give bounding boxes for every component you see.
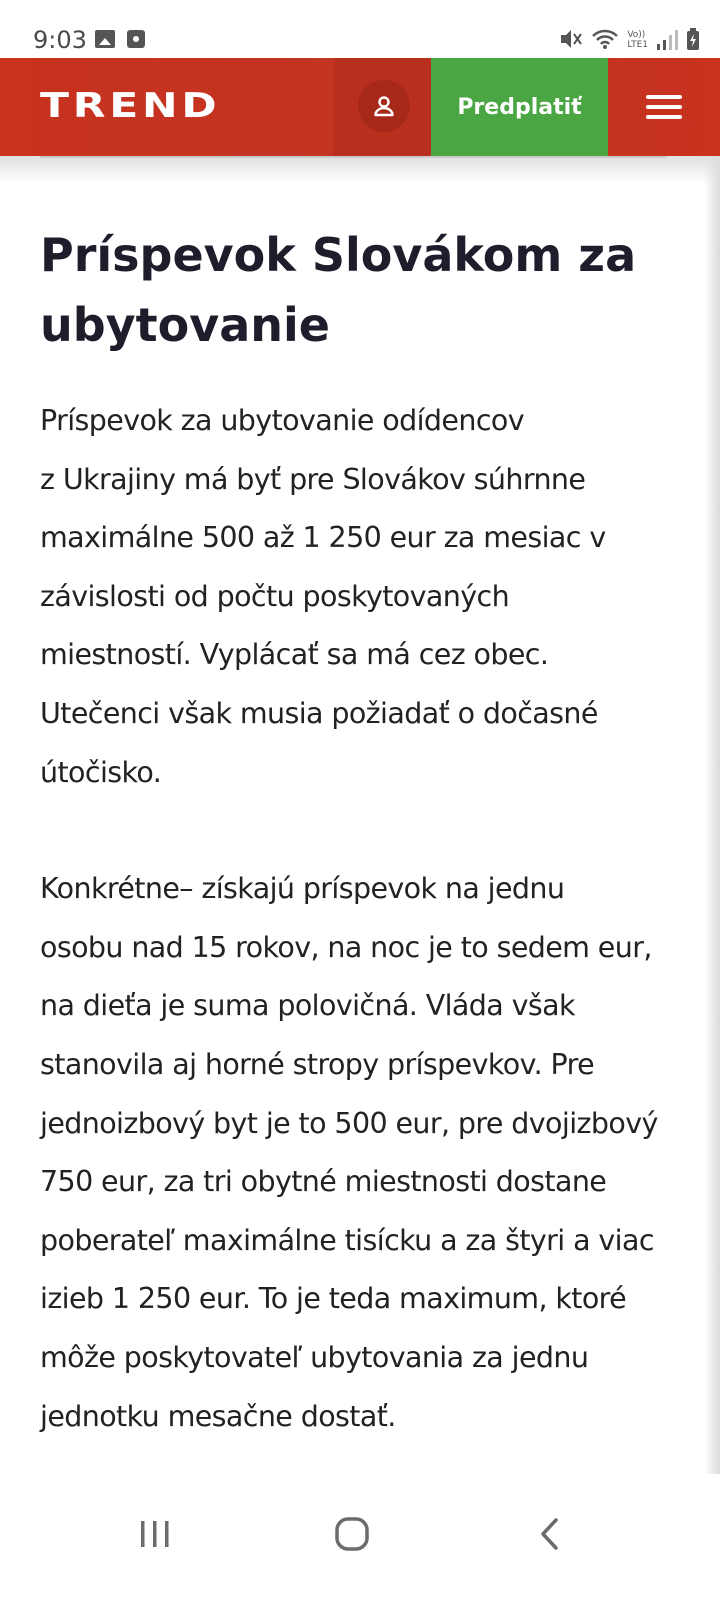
home-icon <box>334 1516 370 1552</box>
paragraph-line: stanovila aj horné stropy príspevkov. Pre <box>40 1047 595 1081</box>
scroll-edge-shadow <box>704 156 720 1476</box>
paragraph-line: Konkrétne– získajú príspevok na jednu <box>40 872 565 906</box>
account-button[interactable] <box>358 80 410 132</box>
account-zone <box>334 58 431 156</box>
status-bar <box>0 0 720 58</box>
notification-icon <box>127 30 145 48</box>
user-icon <box>372 94 396 118</box>
paragraph-line: poberateľ maximálne tisícku a za štyri a viac <box>40 1223 654 1257</box>
paragraph-line: závislosti od počtu poskytovaných <box>40 579 510 613</box>
article-title <box>40 220 680 360</box>
back-icon <box>538 1517 562 1551</box>
volte-label: Vo)) <box>627 30 646 40</box>
menu-button[interactable] <box>608 58 720 156</box>
paragraph-line: útočisko. <box>40 755 162 789</box>
recent-apps-icon <box>138 1519 172 1549</box>
paragraph-line: miestností. Vyplácať sa má cez obec. <box>40 638 549 672</box>
title-line: ubytovanie <box>40 298 330 352</box>
status-time: 9:03 <box>33 26 87 54</box>
article-content <box>40 220 680 1446</box>
lte-label: LTE1 <box>627 40 648 50</box>
hamburger-menu-icon <box>646 89 682 125</box>
home-button[interactable] <box>312 1504 392 1564</box>
paragraph-line: môže poskytovateľ ubytovania za jednu <box>40 1340 589 1374</box>
signal-icon <box>656 30 678 50</box>
status-right-icons <box>559 28 700 50</box>
wifi-icon <box>591 28 619 50</box>
battery-icon <box>686 28 700 50</box>
subscribe-button[interactable]: Predplatiť <box>431 58 608 156</box>
status-left-icons <box>95 30 145 48</box>
volte-icon <box>627 30 648 50</box>
paragraph-line: 750 eur, za tri obytné miestnosti dostane <box>40 1165 607 1199</box>
back-button[interactable] <box>510 1504 590 1564</box>
paragraph-line: Utečenci však musia požiadať o dočasné <box>40 696 598 730</box>
divider <box>40 156 667 158</box>
trend-logo[interactable]: TREND <box>40 86 221 126</box>
system-nav-bar <box>0 1474 720 1600</box>
paragraph-line: jednotku mesačne dostať. <box>40 1399 396 1433</box>
paragraph-line: na dieťa je suma polovičná. Vláda však <box>40 989 575 1023</box>
paragraph-line: z Ukrajiny má byť pre Slovákov súhrnne <box>40 462 586 496</box>
paragraph-line: Príspevok za ubytovanie odídencov <box>40 404 524 437</box>
paragraph-line: izieb 1 250 eur. To je teda maximum, ktoré <box>40 1282 627 1316</box>
title-line: Príspevok Slovákom za <box>40 228 637 282</box>
image-icon <box>95 30 115 48</box>
paragraph-line: jednoizbový byt je to 500 eur, pre dvojizbový <box>40 1106 658 1140</box>
header-shadow <box>0 156 720 184</box>
article-paragraph-1 <box>40 392 680 802</box>
paragraph-line: osobu nad 15 rokov, na noc je to sedem eur, <box>40 930 652 964</box>
mute-icon <box>559 28 583 50</box>
paragraph-line: maximálne 500 až 1 250 eur za mesiac v <box>40 521 606 555</box>
recent-apps-button[interactable] <box>115 1504 195 1564</box>
site-header <box>0 58 720 156</box>
article-paragraph-2 <box>40 860 680 1446</box>
